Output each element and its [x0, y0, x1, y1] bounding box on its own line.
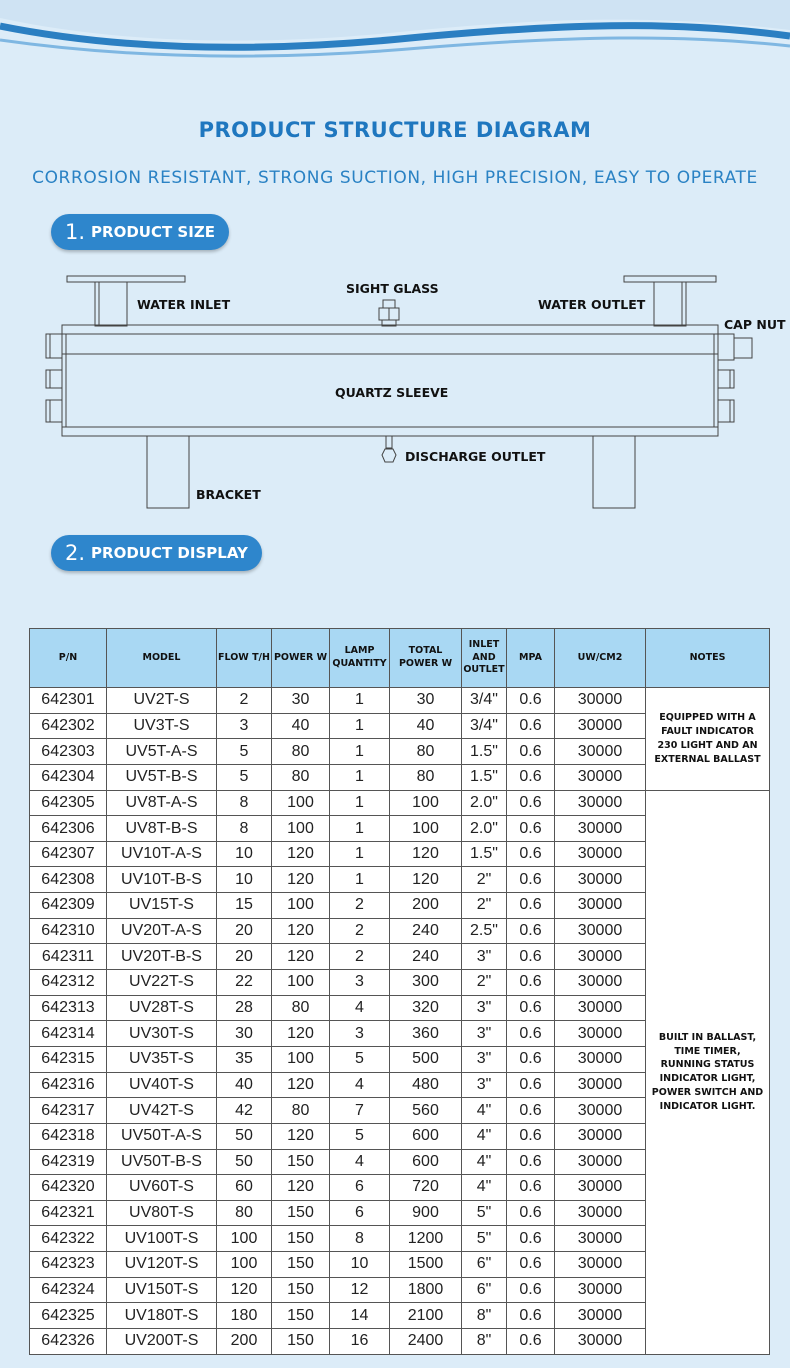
section-product-display	[51, 535, 262, 571]
cell-total-power: 1500	[390, 1252, 462, 1278]
cell-uw-cm2: 30000	[555, 713, 646, 739]
cell-inlet-outlet: 1.5"	[462, 841, 507, 867]
cell-pn: 642308	[30, 867, 107, 893]
cell-uw-cm2: 30000	[555, 1252, 646, 1278]
cell-total-power: 2100	[390, 1303, 462, 1329]
cell-total-power: 240	[390, 918, 462, 944]
label-discharge-outlet: DISCHARGE OUTLET	[405, 449, 546, 464]
cell-power: 120	[272, 944, 330, 970]
cell-total-power: 200	[390, 893, 462, 919]
cell-flow: 8	[217, 790, 272, 816]
cell-inlet-outlet: 3/4"	[462, 688, 507, 714]
cell-inlet-outlet: 2"	[462, 893, 507, 919]
cell-flow: 40	[217, 1072, 272, 1098]
cell-mpa: 0.6	[507, 1252, 555, 1278]
cell-lamp-quantity: 4	[330, 1149, 390, 1175]
cell-mpa: 0.6	[507, 816, 555, 842]
cell-flow: 2	[217, 688, 272, 714]
cell-power: 150	[272, 1329, 330, 1355]
cell-lamp-quantity: 12	[330, 1277, 390, 1303]
cell-power: 150	[272, 1277, 330, 1303]
cell-total-power: 720	[390, 1175, 462, 1201]
cell-total-power: 100	[390, 816, 462, 842]
cell-inlet-outlet: 1.5"	[462, 739, 507, 765]
cell-total-power: 2400	[390, 1329, 462, 1355]
cell-pn: 642307	[30, 841, 107, 867]
cell-mpa: 0.6	[507, 1072, 555, 1098]
section-product-size	[51, 214, 229, 250]
cell-uw-cm2: 30000	[555, 1303, 646, 1329]
cell-lamp-quantity: 5	[330, 1123, 390, 1149]
cell-model: UV150T-S	[107, 1277, 217, 1303]
cell-pn: 642313	[30, 995, 107, 1021]
cell-mpa: 0.6	[507, 1021, 555, 1047]
cell-model: UV200T-S	[107, 1329, 217, 1355]
cell-model: UV3T-S	[107, 713, 217, 739]
cell-uw-cm2: 30000	[555, 790, 646, 816]
header-lamp-quantity: LAMP QUANTITY	[330, 629, 390, 688]
cell-model: UV20T-B-S	[107, 944, 217, 970]
section-label: PRODUCT SIZE	[91, 223, 215, 241]
cell-lamp-quantity: 1	[330, 764, 390, 790]
cell-flow: 120	[217, 1277, 272, 1303]
cell-power: 120	[272, 1175, 330, 1201]
cell-uw-cm2: 30000	[555, 995, 646, 1021]
cell-total-power: 30	[390, 688, 462, 714]
cell-lamp-quantity: 2	[330, 893, 390, 919]
cell-pn: 642317	[30, 1098, 107, 1124]
cell-uw-cm2: 30000	[555, 1098, 646, 1124]
cell-pn: 642326	[30, 1329, 107, 1355]
cell-flow: 60	[217, 1175, 272, 1201]
cell-power: 120	[272, 1072, 330, 1098]
cell-flow: 50	[217, 1149, 272, 1175]
table-header-row	[30, 629, 770, 688]
cell-model: UV40T-S	[107, 1072, 217, 1098]
cell-inlet-outlet: 3"	[462, 1046, 507, 1072]
cell-lamp-quantity: 2	[330, 918, 390, 944]
cell-total-power: 120	[390, 867, 462, 893]
cell-lamp-quantity: 1	[330, 713, 390, 739]
cell-model: UV20T-A-S	[107, 918, 217, 944]
header-notes: NOTES	[646, 629, 770, 688]
cell-uw-cm2: 30000	[555, 1200, 646, 1226]
cell-total-power: 1800	[390, 1277, 462, 1303]
cell-power: 100	[272, 790, 330, 816]
cell-pn: 642312	[30, 970, 107, 996]
cell-power: 150	[272, 1252, 330, 1278]
cell-flow: 180	[217, 1303, 272, 1329]
cell-pn: 642318	[30, 1123, 107, 1149]
cell-model: UV42T-S	[107, 1098, 217, 1124]
cell-flow: 8	[217, 816, 272, 842]
cell-flow: 20	[217, 944, 272, 970]
cell-mpa: 0.6	[507, 790, 555, 816]
cell-power: 80	[272, 995, 330, 1021]
cell-mpa: 0.6	[507, 1226, 555, 1252]
cell-model: UV120T-S	[107, 1252, 217, 1278]
cell-uw-cm2: 30000	[555, 944, 646, 970]
cell-pn: 642309	[30, 893, 107, 919]
cell-mpa: 0.6	[507, 1046, 555, 1072]
cell-uw-cm2: 30000	[555, 1226, 646, 1252]
cell-uw-cm2: 30000	[555, 841, 646, 867]
cell-uw-cm2: 30000	[555, 867, 646, 893]
cell-total-power: 360	[390, 1021, 462, 1047]
cell-total-power: 120	[390, 841, 462, 867]
cell-uw-cm2: 30000	[555, 1046, 646, 1072]
label-water-inlet: WATER INLET	[137, 297, 231, 312]
cell-lamp-quantity: 1	[330, 816, 390, 842]
cell-pn: 642301	[30, 688, 107, 714]
cell-uw-cm2: 30000	[555, 739, 646, 765]
cell-lamp-quantity: 3	[330, 1021, 390, 1047]
cell-mpa: 0.6	[507, 1123, 555, 1149]
cell-mpa: 0.6	[507, 918, 555, 944]
cell-mpa: 0.6	[507, 764, 555, 790]
cell-flow: 5	[217, 739, 272, 765]
cell-pn: 642310	[30, 918, 107, 944]
cell-total-power: 80	[390, 764, 462, 790]
cell-inlet-outlet: 6"	[462, 1252, 507, 1278]
cell-model: UV50T-B-S	[107, 1149, 217, 1175]
spec-table	[29, 628, 770, 1355]
cell-uw-cm2: 30000	[555, 1329, 646, 1355]
label-water-outlet: WATER OUTLET	[538, 297, 646, 312]
cell-uw-cm2: 30000	[555, 918, 646, 944]
section-number: 1.	[65, 220, 86, 244]
cell-power: 150	[272, 1226, 330, 1252]
cell-inlet-outlet: 3"	[462, 1021, 507, 1047]
cell-model: UV22T-S	[107, 970, 217, 996]
cell-mpa: 0.6	[507, 1175, 555, 1201]
cell-flow: 10	[217, 841, 272, 867]
cell-power: 40	[272, 713, 330, 739]
cell-lamp-quantity: 7	[330, 1098, 390, 1124]
cell-total-power: 500	[390, 1046, 462, 1072]
cell-power: 30	[272, 688, 330, 714]
header-mpa: MPA	[507, 629, 555, 688]
cell-mpa: 0.6	[507, 1098, 555, 1124]
cell-mpa: 0.6	[507, 1303, 555, 1329]
cell-flow: 35	[217, 1046, 272, 1072]
cell-notes: BUILT IN BALLAST, TIME TIMER, RUNNING STATUS INDICATOR LIGHT, POWER SWITCH AND INDICATOR LIGHT.	[646, 790, 770, 1354]
cell-model: UV35T-S	[107, 1046, 217, 1072]
cell-pn: 642322	[30, 1226, 107, 1252]
cell-lamp-quantity: 3	[330, 970, 390, 996]
cell-flow: 42	[217, 1098, 272, 1124]
cell-inlet-outlet: 4"	[462, 1123, 507, 1149]
cell-power: 120	[272, 867, 330, 893]
cell-flow: 15	[217, 893, 272, 919]
label-sight-glass: SIGHT GLASS	[346, 281, 439, 296]
cell-inlet-outlet: 2.0"	[462, 816, 507, 842]
cell-flow: 100	[217, 1252, 272, 1278]
cell-pn: 642324	[30, 1277, 107, 1303]
cell-lamp-quantity: 2	[330, 944, 390, 970]
cell-model: UV100T-S	[107, 1226, 217, 1252]
header-power: POWER W	[272, 629, 330, 688]
cell-power: 120	[272, 841, 330, 867]
header-wave	[0, 0, 790, 70]
cell-model: UV50T-A-S	[107, 1123, 217, 1149]
cell-uw-cm2: 30000	[555, 970, 646, 996]
cell-lamp-quantity: 6	[330, 1175, 390, 1201]
cell-inlet-outlet: 3"	[462, 1072, 507, 1098]
cell-flow: 100	[217, 1226, 272, 1252]
header-flow: FLOW T/H	[217, 629, 272, 688]
cell-inlet-outlet: 2.5"	[462, 918, 507, 944]
cell-mpa: 0.6	[507, 688, 555, 714]
cell-total-power: 80	[390, 739, 462, 765]
cell-lamp-quantity: 1	[330, 790, 390, 816]
cell-model: UV180T-S	[107, 1303, 217, 1329]
cell-power: 100	[272, 816, 330, 842]
cell-mpa: 0.6	[507, 995, 555, 1021]
cell-lamp-quantity: 1	[330, 739, 390, 765]
cell-lamp-quantity: 1	[330, 867, 390, 893]
cell-power: 150	[272, 1303, 330, 1329]
cell-flow: 10	[217, 867, 272, 893]
table-row	[30, 688, 770, 714]
cell-mpa: 0.6	[507, 1149, 555, 1175]
cell-model: UV2T-S	[107, 688, 217, 714]
page-title: PRODUCT STRUCTURE DIAGRAM	[198, 118, 592, 142]
cell-total-power: 600	[390, 1123, 462, 1149]
cell-power: 120	[272, 1123, 330, 1149]
cell-uw-cm2: 30000	[555, 893, 646, 919]
cell-lamp-quantity: 1	[330, 841, 390, 867]
cell-inlet-outlet: 1.5"	[462, 764, 507, 790]
cell-pn: 642306	[30, 816, 107, 842]
cell-model: UV8T-B-S	[107, 816, 217, 842]
header-pn: P/N	[30, 629, 107, 688]
cell-flow: 50	[217, 1123, 272, 1149]
cell-inlet-outlet: 3/4"	[462, 713, 507, 739]
cell-pn: 642319	[30, 1149, 107, 1175]
cell-flow: 20	[217, 918, 272, 944]
cell-flow: 22	[217, 970, 272, 996]
page-subtitle: CORROSION RESISTANT, STRONG SUCTION, HIGH PRECISION, EASY TO OPERATE	[32, 168, 758, 188]
cell-model: UV5T-B-S	[107, 764, 217, 790]
cell-model: UV60T-S	[107, 1175, 217, 1201]
cell-flow: 28	[217, 995, 272, 1021]
cell-total-power: 480	[390, 1072, 462, 1098]
cell-model: UV5T-A-S	[107, 739, 217, 765]
cell-total-power: 600	[390, 1149, 462, 1175]
cell-pn: 642311	[30, 944, 107, 970]
cell-power: 80	[272, 739, 330, 765]
cell-inlet-outlet: 4"	[462, 1149, 507, 1175]
cell-power: 100	[272, 1046, 330, 1072]
cell-inlet-outlet: 8"	[462, 1329, 507, 1355]
cell-mpa: 0.6	[507, 739, 555, 765]
cell-uw-cm2: 30000	[555, 816, 646, 842]
cell-flow: 30	[217, 1021, 272, 1047]
cell-total-power: 1200	[390, 1226, 462, 1252]
cell-model: UV10T-B-S	[107, 867, 217, 893]
cell-power: 80	[272, 1098, 330, 1124]
cell-flow: 200	[217, 1329, 272, 1355]
cell-pn: 642302	[30, 713, 107, 739]
cell-lamp-quantity: 4	[330, 1072, 390, 1098]
cell-lamp-quantity: 4	[330, 995, 390, 1021]
cell-inlet-outlet: 2"	[462, 867, 507, 893]
header-model: MODEL	[107, 629, 217, 688]
cell-mpa: 0.6	[507, 841, 555, 867]
cell-inlet-outlet: 4"	[462, 1175, 507, 1201]
cell-flow: 80	[217, 1200, 272, 1226]
cell-lamp-quantity: 6	[330, 1200, 390, 1226]
cell-uw-cm2: 30000	[555, 1123, 646, 1149]
cell-power: 150	[272, 1200, 330, 1226]
header-uw-cm2: UW/CM2	[555, 629, 646, 688]
cell-total-power: 40	[390, 713, 462, 739]
cell-pn: 642325	[30, 1303, 107, 1329]
cell-inlet-outlet: 2.0"	[462, 790, 507, 816]
cell-power: 100	[272, 970, 330, 996]
section-number: 2.	[65, 541, 86, 565]
cell-model: UV10T-A-S	[107, 841, 217, 867]
cell-pn: 642321	[30, 1200, 107, 1226]
cell-mpa: 0.6	[507, 1200, 555, 1226]
cell-total-power: 100	[390, 790, 462, 816]
cell-power: 120	[272, 1021, 330, 1047]
cell-mpa: 0.6	[507, 713, 555, 739]
cell-lamp-quantity: 10	[330, 1252, 390, 1278]
cell-mpa: 0.6	[507, 893, 555, 919]
cell-power: 120	[272, 918, 330, 944]
cell-lamp-quantity: 8	[330, 1226, 390, 1252]
cell-pn: 642314	[30, 1021, 107, 1047]
header-total-power: TOTAL POWER W	[390, 629, 462, 688]
cell-flow: 3	[217, 713, 272, 739]
cell-notes: EQUIPPED WITH A FAULT INDICATOR 230 LIGHT AND AN EXTERNAL BALLAST	[646, 688, 770, 791]
cell-inlet-outlet: 2"	[462, 970, 507, 996]
cell-total-power: 560	[390, 1098, 462, 1124]
cell-lamp-quantity: 5	[330, 1046, 390, 1072]
cell-inlet-outlet: 6"	[462, 1277, 507, 1303]
label-bracket: BRACKET	[196, 487, 261, 502]
cell-pn: 642305	[30, 790, 107, 816]
cell-mpa: 0.6	[507, 944, 555, 970]
cell-inlet-outlet: 8"	[462, 1303, 507, 1329]
cell-pn: 642304	[30, 764, 107, 790]
cell-inlet-outlet: 3"	[462, 944, 507, 970]
cell-mpa: 0.6	[507, 970, 555, 996]
cell-uw-cm2: 30000	[555, 688, 646, 714]
cell-pn: 642316	[30, 1072, 107, 1098]
cell-lamp-quantity: 14	[330, 1303, 390, 1329]
cell-total-power: 900	[390, 1200, 462, 1226]
cell-flow: 5	[217, 764, 272, 790]
cell-pn: 642303	[30, 739, 107, 765]
label-quartz-sleeve: QUARTZ SLEEVE	[335, 385, 449, 400]
cell-uw-cm2: 30000	[555, 1072, 646, 1098]
cell-uw-cm2: 30000	[555, 764, 646, 790]
cell-uw-cm2: 30000	[555, 1277, 646, 1303]
cell-inlet-outlet: 3"	[462, 995, 507, 1021]
cell-inlet-outlet: 5"	[462, 1226, 507, 1252]
cell-power: 100	[272, 893, 330, 919]
cell-lamp-quantity: 1	[330, 688, 390, 714]
cell-power: 80	[272, 764, 330, 790]
table-row	[30, 790, 770, 816]
section-label: PRODUCT DISPLAY	[91, 544, 248, 562]
cell-model: UV8T-A-S	[107, 790, 217, 816]
cell-pn: 642323	[30, 1252, 107, 1278]
cell-lamp-quantity: 16	[330, 1329, 390, 1355]
cell-uw-cm2: 30000	[555, 1021, 646, 1047]
cell-total-power: 240	[390, 944, 462, 970]
cell-model: UV15T-S	[107, 893, 217, 919]
cell-total-power: 320	[390, 995, 462, 1021]
cell-mpa: 0.6	[507, 1277, 555, 1303]
cell-uw-cm2: 30000	[555, 1149, 646, 1175]
cell-total-power: 300	[390, 970, 462, 996]
cell-power: 150	[272, 1149, 330, 1175]
cell-pn: 642315	[30, 1046, 107, 1072]
header-inlet-outlet: INLET AND OUTLET	[462, 629, 507, 688]
cell-uw-cm2: 30000	[555, 1175, 646, 1201]
cell-mpa: 0.6	[507, 1329, 555, 1355]
cell-inlet-outlet: 5"	[462, 1200, 507, 1226]
cell-inlet-outlet: 4"	[462, 1098, 507, 1124]
cell-model: UV28T-S	[107, 995, 217, 1021]
cell-pn: 642320	[30, 1175, 107, 1201]
label-cap-nut: CAP NUT	[724, 317, 786, 332]
cell-mpa: 0.6	[507, 867, 555, 893]
cell-model: UV30T-S	[107, 1021, 217, 1047]
cell-model: UV80T-S	[107, 1200, 217, 1226]
